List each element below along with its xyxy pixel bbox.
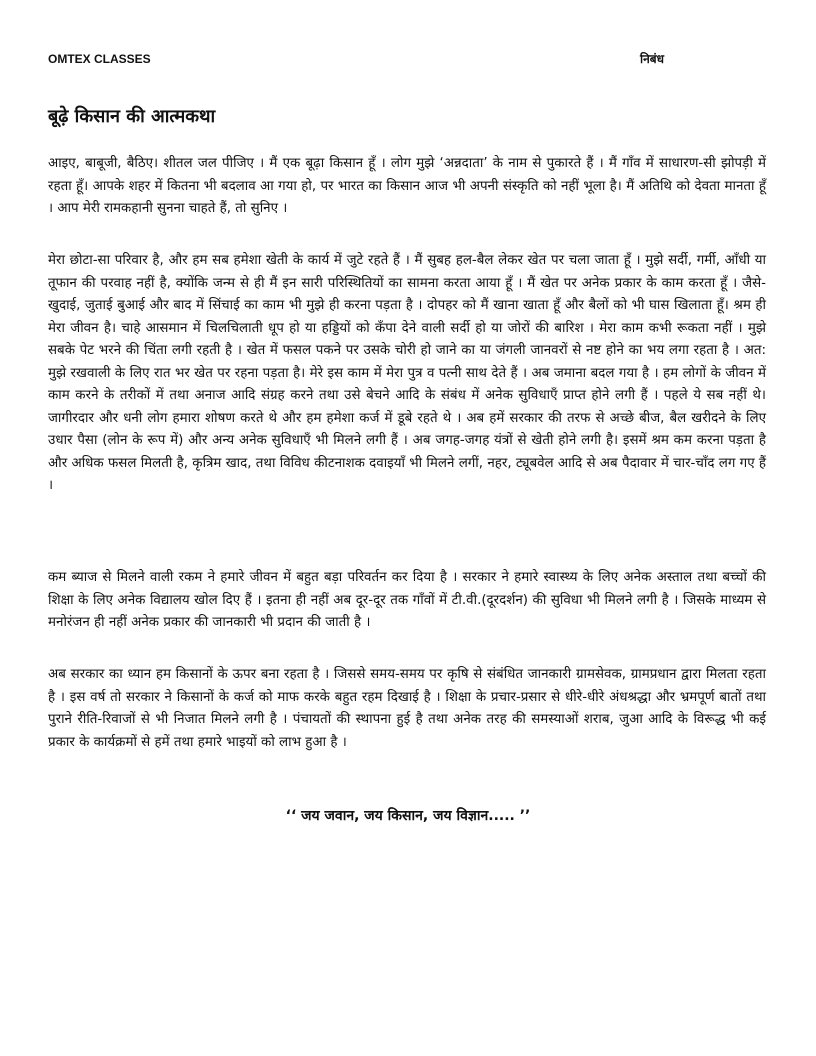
essay-title: बूढ़े किसान की आत्मकथा — [48, 106, 216, 127]
header-category: निबंध — [640, 52, 665, 66]
paragraph-government: अब सरकार का ध्यान हम किसानों के ऊपर बना रहता है । जिससे समय-समय पर कृषि से संबंधित जानकारी ग्रामसेवक, ग्रामप्रधान द्वारा मिलता रहता है । इस वर्ष तो सरकार ने किसानों के कर्ज को माफ करके बहुत रहम दिखाई है । शिक्षा के प्रचार-प्रसार से धीरे-धीरे अंधश्रद्धा और भ्रमपूर्ण बातों तथा पुराने रीति-रिवाजों से भी निजात मिलने लगी है । पंचायतों की स्थापना हुई है तथा अनेक तरह की समस्याओं शराब, जुआ आदि के विरूद्ध भी कई प्रकार के कार्यक्रमों से हमें तथा हमारे भाइयों को लाभ हुआ है । — [48, 667, 766, 750]
paragraph-intro: आइए, बाबूजी, बैठिए। शीतल जल पीजिए । मैं एक बूढ़ा किसान हूँ । लोग मुझे ‘अन्नदाता’ के नाम से पुकारते हैं । मैं गाँव में साधारण-सी झोपड़ी में रहता हूँ। आपके शहर में कितना भी बदलाव आ गया हो, पर भारत का किसान आज भी अपनी संस्कृति को नहीं भूला है। मैं अतिथि को देवता मानता हूँ । आप मेरी रामकहानी सुनना चाहते हैं, तो सुनिए । — [48, 156, 766, 216]
paragraph-changes: कम ब्याज से मिलने वाली रकम ने हमारे जीवन में बहुत बड़ा परिवर्तन कर दिया है । सरकार ने हमारे स्वास्थ्य के लिए अनेक अस्ताल तथा बच्चों की शिक्षा के लिए अनेक विद्यालय खोल दिए हैं । इतना ही नहीं अब दूर-दूर तक गाँवों में टी.वी.(दूरदर्शन) की सुविधा भी मिलने लगी है । जिसके माध्यम से मनोरंजन ही नहीं अनेक प्रकार की जानकारी भी प्रदान की जाती है । — [48, 570, 766, 630]
header-brand: OMTEX CLASSES — [48, 52, 151, 66]
paragraph-daily-life: मेरा छोटा-सा परिवार है, और हम सब हमेशा खेती के कार्य में जुटे रहते हैं । मैं सुबह हल-बैल लेकर खेत पर चला जाता हूँ । मुझे सर्दी, गर्मी, आँधी या तूफान की परवाह नहीं है, क्योंकि जन्म से ही मैं इन सारी परिस्थितियों का सामना करता आया हूँ । मैं खेत पर अनेक प्रकार के काम करता हूँ । जैसे- खुदाई, जुताई बुआई और बाद में सिंचाई का काम भी मुझे ही करना पड़ता है । दोपहर को मैं खाना खाता हूँ और बैलों को भी घास खिलाता हूँ। श्रम ही मेरा जीवन है। चाहे आसमान में चिलचिलाती धूप हो या हड्डियों को कँपा देने वाली सर्दी हो या जोरों की बारिश । मेरा काम कभी रूकता नहीं । मुझे सबके पेट भरने की चिंता लगी रहती है । खेत में फसल पकने पर उसके चोरी हो जाने का या जंगली जानवरों से नष्ट होने का भय लगा रहता है । अत: मुझे रखवाली के लिए रात भर खेत पर रहना पड़ता है। मेरे इस काम में मेरा पुत्र व पत्नी साथ देते हैं । अब जमाना बदल गया है । हम लोगों के जीवन में काम करने के तरीकों में तथा अनाज आदि संग्रह करने तथा उसे बेचने आदि के संबंध में अनेक सुविधाएँ प्राप्त होने लगी हैं । पहले ये सब नहीं थे। जागीरदार और धनी लोग हमारा शोषण करते थे और हम हमेशा कर्ज में डूबे रहते थे । अब हमें सरकार की तरफ से अच्छे बीज, बैल खरीदने के लिए उधार पैसा (लोन के रूप में) और अन्य अनेक सुविधाएँ भी मिलने लगी हैं । अब जगह-जगह यंत्रों से खेती होने लगी है। इसमें श्रम कम करना पड़ता है और अधिक फसल मिलती है, कृत्रिम खाद, तथा विविध कीटनाशक दवाइयाँ भी मिलने लगीं, नहर, ट्यूबवेल आदि से अब पैदावार में चार-चाँद लग गए हैं । — [48, 253, 766, 493]
closing-slogan: ‘‘ जय जवान, जय किसान, जय विज्ञान..... ’’ — [285, 808, 531, 824]
